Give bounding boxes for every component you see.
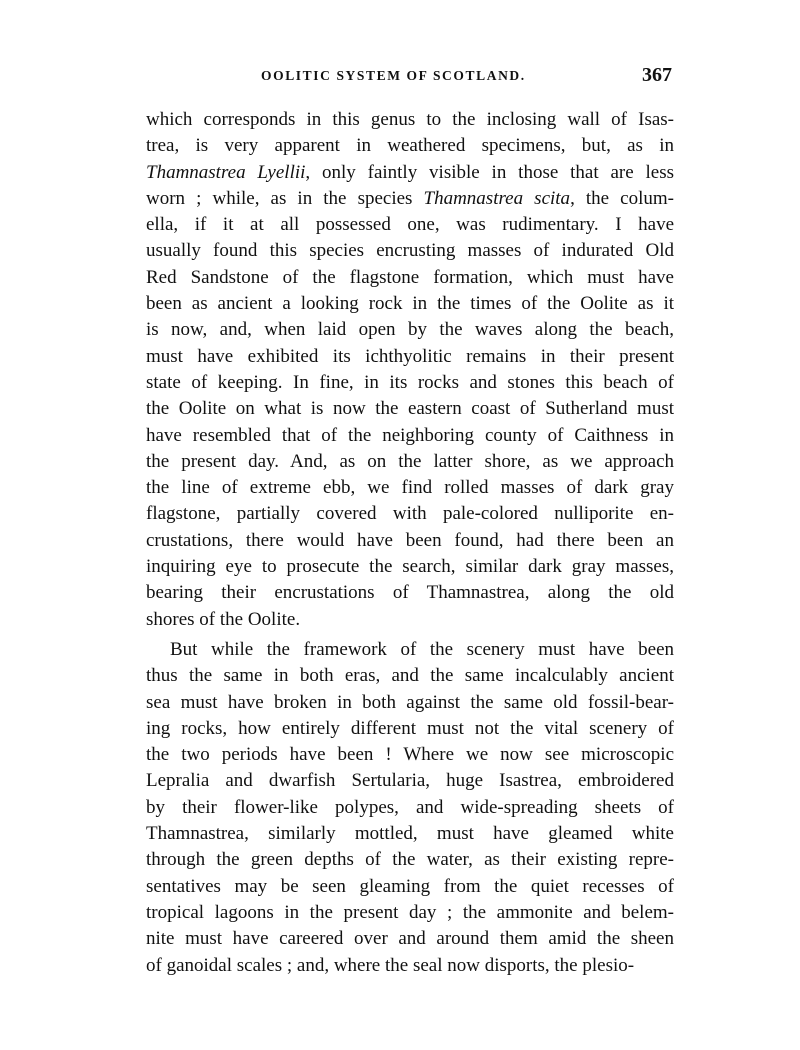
text-line <box>146 742 674 768</box>
text-span: inquiring eye to prosecute the search, similar dark gray masses, <box>146 556 674 578</box>
text-span: tropical lagoons in the present day ; the ammonite and belem- <box>146 901 674 923</box>
text-line <box>146 637 674 663</box>
text-span: ing rocks, how entirely different must not the vital scenery of <box>146 717 674 739</box>
text-line <box>146 423 674 449</box>
paragraph <box>146 637 674 979</box>
text-line <box>146 291 674 317</box>
text-line <box>146 926 674 952</box>
text-span: shores of the Oolite. <box>146 608 301 630</box>
text-line <box>146 580 674 606</box>
text-line <box>146 768 674 794</box>
text-span: sea must have broken in both against the same old fossil-bear- <box>146 691 674 713</box>
text-span: the two periods have been ! Where we now see microscopic <box>146 744 674 766</box>
text-line <box>146 317 674 343</box>
text-line <box>146 133 674 159</box>
text-line <box>146 238 674 264</box>
text-line <box>146 212 674 238</box>
text-span: Red Sandstone of the flagstone formation, which must have <box>146 266 674 288</box>
text-line <box>146 265 674 291</box>
text-line <box>146 690 674 716</box>
text-span: worn ; while, as in the species <box>146 187 424 209</box>
italic-text: Thamnastrea Lyellii <box>146 161 306 183</box>
text-span: , the colum- <box>570 187 674 209</box>
text-span: must have exhibited its ichthyolitic remains in their present <box>146 345 674 367</box>
text-span: thus the same in both eras, and the same incalculably ancient <box>146 665 674 687</box>
text-line <box>146 554 674 580</box>
text-line <box>146 186 674 212</box>
text-line <box>146 160 674 186</box>
page-number: 367 <box>642 64 672 86</box>
text-line <box>146 953 674 979</box>
text-span: state of keeping. In fine, in its rocks and stones this beach of <box>146 371 674 393</box>
text-span: flagstone, partially covered with pale-colored nulliporite en- <box>146 503 674 525</box>
text-span: nite must have careered over and around them amid the sheen <box>146 928 674 950</box>
text-line <box>146 874 674 900</box>
text-span: , only faintly visible in those that are less <box>305 161 674 183</box>
text-span: the line of extreme ebb, we find rolled masses of dark gray <box>146 477 674 499</box>
text-span: of ganoidal scales ; and, where the seal now disports, the plesio- <box>146 954 635 976</box>
italic-text: Thamnastrea scita <box>423 187 571 209</box>
text-span: sentatives may be seen gleaming from the quiet recesses of <box>146 875 674 897</box>
running-title: OOLITIC SYSTEM OF SCOTLAND. <box>261 68 526 83</box>
text-line <box>146 370 674 396</box>
text-span: been as ancient a looking rock in the times of the Oolite as it <box>146 293 674 315</box>
text-span: by their flower-like polypes, and wide-spreading sheets of <box>146 796 674 818</box>
text-line <box>146 795 674 821</box>
text-span: bearing their encrustations of Thamnastrea, along the old <box>146 582 674 604</box>
text-span: the Oolite on what is now the eastern coast of Sutherland must <box>146 398 674 420</box>
text-line <box>146 528 674 554</box>
text-line <box>146 821 674 847</box>
body-text <box>146 107 674 979</box>
text-span: crustations, there would have been found, had there been an <box>146 529 674 551</box>
running-head <box>146 62 676 92</box>
text-span: usually found this species encrusting masses of indurated Old <box>146 240 674 262</box>
text-span: which corresponds in this genus to the inclosing wall of Isas- <box>146 109 674 130</box>
text-span: Lepralia and dwarfish Sertularia, huge Isastrea, embroidered <box>146 770 674 792</box>
text-line <box>146 847 674 873</box>
text-span: the present day. And, as on the latter shore, as we approach <box>146 450 674 472</box>
text-line <box>146 716 674 742</box>
text-span: Thamnastrea, similarly mottled, must have gleamed white <box>146 823 674 845</box>
text-line <box>146 344 674 370</box>
text-line <box>146 107 674 133</box>
text-line <box>146 607 674 633</box>
paragraph <box>146 107 674 633</box>
text-span: is now, and, when laid open by the waves along the beach, <box>146 319 674 341</box>
text-line <box>146 475 674 501</box>
text-span: have resembled that of the neighboring county of Caithness in <box>146 424 674 446</box>
text-line <box>146 900 674 926</box>
text-line <box>146 501 674 527</box>
text-line <box>146 663 674 689</box>
text-span: through the green depths of the water, as their existing repre- <box>146 849 674 871</box>
text-line <box>146 396 674 422</box>
text-span: trea, is very apparent in weathered specimens, but, as in <box>146 135 674 157</box>
text-span: ella, if it at all possessed one, was rudimentary. I have <box>146 214 674 236</box>
text-span: But while the framework of the scenery must have been <box>170 638 674 660</box>
text-line <box>146 449 674 475</box>
